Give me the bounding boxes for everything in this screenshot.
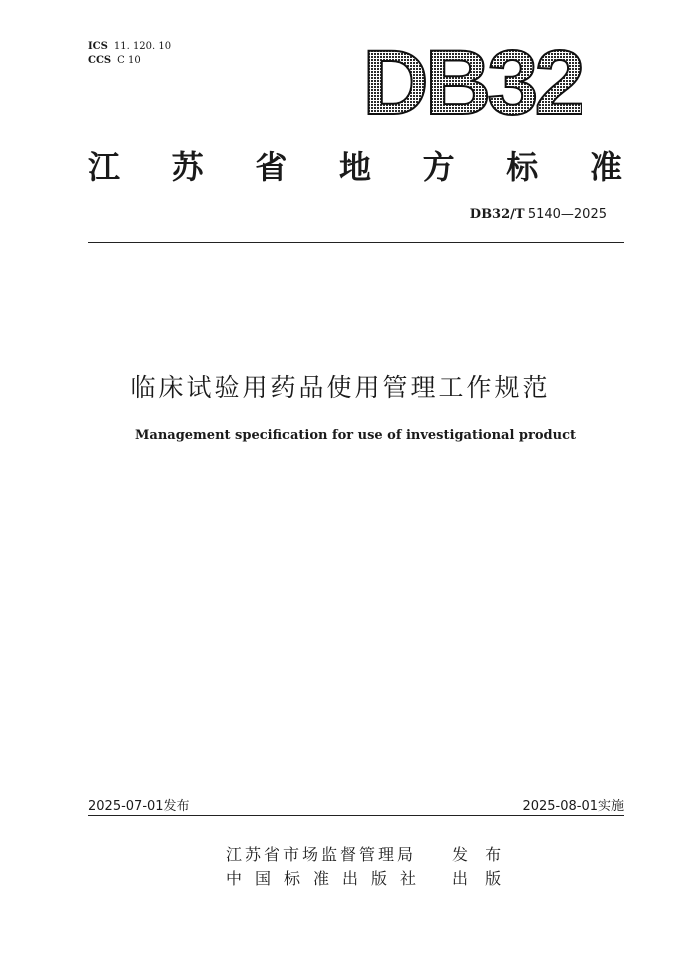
title-char: 省 bbox=[255, 148, 290, 186]
classification-codes bbox=[88, 40, 171, 68]
standard-number-prefix: DB32/T bbox=[469, 207, 525, 222]
organization-action: 发 布 bbox=[452, 845, 508, 864]
logo-text: DB32 bbox=[362, 38, 582, 120]
publish-date: 2025-07-01发布 bbox=[88, 799, 190, 814]
organization-publisher bbox=[226, 842, 508, 865]
title-char: 苏 bbox=[171, 148, 206, 186]
ccs-code bbox=[88, 54, 171, 68]
ics-value: 11. 120. 10 bbox=[113, 41, 172, 52]
standard-number-value: 5140—2025 bbox=[527, 207, 607, 222]
implement-date: 2025-08-01实施 bbox=[522, 799, 624, 814]
organization-press bbox=[226, 866, 508, 889]
title-char: 地 bbox=[338, 148, 373, 186]
ccs-label: CCS bbox=[88, 55, 112, 66]
ics-code bbox=[88, 40, 171, 54]
title-char: 方 bbox=[422, 148, 457, 186]
organization-name: 中国标准出版社 bbox=[226, 869, 430, 888]
organization-action: 出 版 bbox=[452, 869, 508, 888]
organization-name: 江苏省市场监督管理局 bbox=[226, 845, 417, 864]
document-title-english: Management specification for use of investigational product bbox=[135, 428, 576, 443]
title-char: 标 bbox=[506, 148, 541, 186]
standard-number bbox=[470, 206, 607, 222]
document-title: 临床试验用药品使用管理工作规范 bbox=[130, 373, 551, 402]
ccs-value: C 10 bbox=[117, 55, 141, 66]
ics-label: ICS bbox=[88, 41, 108, 52]
header-divider bbox=[88, 242, 624, 243]
title-char: 准 bbox=[589, 148, 624, 186]
db32-logo bbox=[362, 38, 582, 120]
footer-divider bbox=[88, 815, 624, 816]
title-char: 江 bbox=[88, 148, 123, 186]
standard-category-title bbox=[88, 142, 624, 188]
